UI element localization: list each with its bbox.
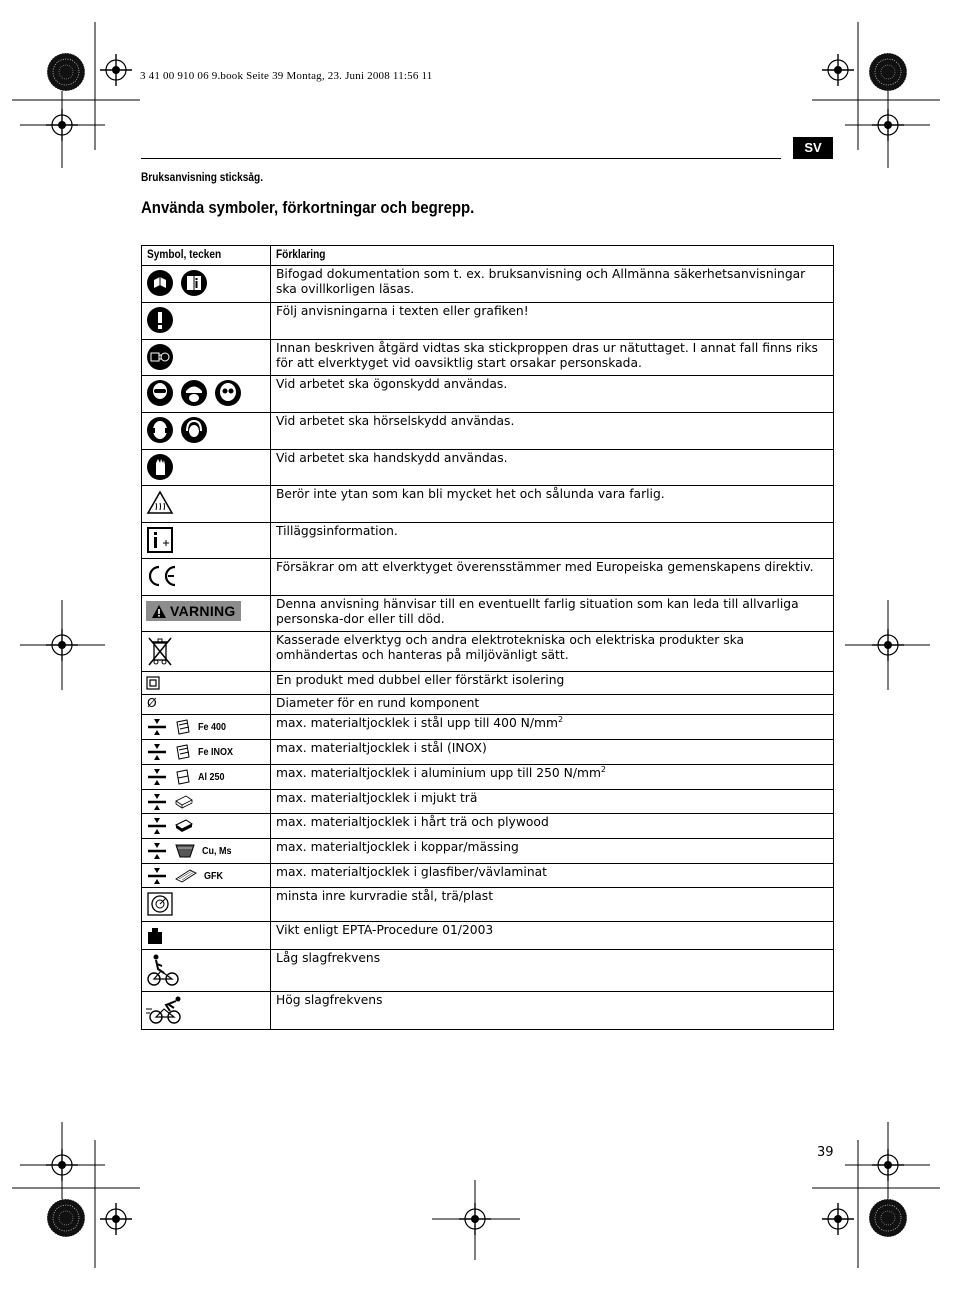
explanation-cell: Kasserade elverktyg och andra elektrotekniska och elektriska produkter ska omhändertas och hanteras på miljövänligt sätt. <box>271 632 834 672</box>
ear-plugs-icon <box>146 416 174 444</box>
document-subtitle: Bruksanvisning sticksåg. <box>141 172 264 184</box>
thickness-icon <box>146 817 168 835</box>
material-label: Fe 400 <box>198 721 227 733</box>
table-row <box>142 888 834 922</box>
language-badge: SV <box>793 137 833 159</box>
material-label: GFK <box>204 870 223 882</box>
safety-glasses-icon <box>214 379 242 407</box>
weee-bin-icon <box>146 635 174 667</box>
material-label: Fe INOX <box>198 746 234 758</box>
thickness-icon <box>146 842 168 860</box>
table-row <box>142 695 834 715</box>
table-row <box>142 340 834 376</box>
thickness-icon <box>146 793 168 811</box>
explanation-cell: max. materialtjocklek i koppar/mässing <box>271 839 834 864</box>
table-row <box>142 523 834 559</box>
goggles-icon <box>146 379 174 407</box>
table-row <box>142 376 834 413</box>
explanation-cell: Diameter för en rund komponent <box>271 695 834 715</box>
soft-wood-icon <box>174 793 194 811</box>
explanation-cell: minsta inre kurvradie stål, trä/plast <box>271 888 834 922</box>
table-row <box>142 839 834 864</box>
explanation-cell: Vid arbetet ska ögonskydd användas. <box>271 376 834 413</box>
manual-book-icon <box>180 269 208 297</box>
table-row <box>142 486 834 523</box>
explanation-cell: Hög slagfrekvens <box>271 992 834 1030</box>
explanation-cell: Bifogad dokumentation som t. ex. bruksanvisning och Allmänna säkerhetsanvisningar ska ovillkorligen läsas. <box>271 266 834 303</box>
thickness-icon <box>146 867 168 885</box>
curve-radius-icon <box>146 891 174 917</box>
header-rule <box>141 158 781 159</box>
explanation-cell: Vid arbetet ska hörselskydd användas. <box>271 413 834 450</box>
table-row <box>142 950 834 992</box>
ce-mark-icon <box>146 562 180 590</box>
gloves-icon <box>146 453 174 481</box>
explanation-cell: max. materialtjocklek i glasfiber/vävlaminat <box>271 864 834 888</box>
steel-icon <box>174 743 192 761</box>
symbols-table <box>141 245 834 1030</box>
material-label: Al 250 <box>198 771 225 783</box>
hard-wood-icon <box>174 817 194 835</box>
double-insulation-icon <box>146 676 160 690</box>
explanation-cell: max. materialtjocklek i mjukt trä <box>271 790 834 814</box>
explanation-cell: max. materialtjocklek i stål (INOX) <box>271 740 834 765</box>
read-manual-icon <box>146 269 174 297</box>
thickness-icon <box>146 768 168 786</box>
table-row <box>142 266 834 303</box>
warning-label-icon <box>146 601 241 621</box>
explanation-cell: max. materialtjocklek i hårt trä och plywood <box>271 814 834 839</box>
table-row <box>142 814 834 839</box>
explanation-cell: Innan beskriven åtgärd vidtas ska stickproppen dras ur nätuttaget. I annat fall finns riks för att elverktyget vid oavsiktlig start orsakar personskada. <box>271 340 834 376</box>
explanation-cell: Vid arbetet ska handskydd användas. <box>271 450 834 486</box>
table-row <box>142 450 834 486</box>
explanation-cell: Berör inte ytan som kan bli mycket het och sålunda vara farlig. <box>271 486 834 523</box>
warning-triangle-icon <box>151 604 167 619</box>
table-row <box>142 740 834 765</box>
table-row <box>142 559 834 596</box>
table-row <box>142 992 834 1030</box>
table-row <box>142 765 834 790</box>
print-header: 3 41 00 910 06 9.book Seite 39 Montag, 23. Juni 2008 11:56 11 <box>140 70 433 82</box>
fast-cyclist-icon <box>146 995 186 1025</box>
unplug-icon <box>146 343 174 371</box>
column-header-explanation: Förklaring <box>271 246 834 266</box>
table-row <box>142 672 834 695</box>
table-row <box>142 632 834 672</box>
table-row <box>142 303 834 340</box>
explanation-cell: En produkt med dubbel eller förstärkt isolering <box>271 672 834 695</box>
table-header-row <box>142 246 834 266</box>
explanation-cell: Denna anvisning hänvisar till en eventuellt farlig situation som kan leda till allvarliga personska-dor eller till död. <box>271 596 834 632</box>
explanation-cell: Tilläggsinformation. <box>271 523 834 559</box>
attention-icon <box>146 306 174 334</box>
page-title: Använda symboler, förkortningar och begrepp. <box>141 198 475 217</box>
table-row <box>142 596 834 632</box>
face-shield-icon <box>180 379 208 407</box>
explanation-cell: Försäkrar om att elverktyget överensstämmer med Europeiska gemenskapens direktiv. <box>271 559 834 596</box>
warning-badge-label: VARNING <box>170 603 236 619</box>
explanation-cell: Följ anvisningarna i texten eller grafiken! <box>271 303 834 340</box>
copper-icon <box>174 842 196 860</box>
table-row <box>142 864 834 888</box>
thickness-icon <box>146 743 168 761</box>
info-plus-icon <box>146 526 174 554</box>
table-row <box>142 790 834 814</box>
steel-icon <box>174 718 192 736</box>
fiberglass-icon <box>174 867 198 885</box>
explanation-cell: Vikt enligt EPTA-Procedure 01/2003 <box>271 922 834 950</box>
thickness-icon <box>146 718 168 736</box>
ear-muffs-icon <box>180 416 208 444</box>
aluminium-icon <box>174 768 192 786</box>
column-header-symbol: Symbol, tecken <box>142 246 271 266</box>
explanation-cell: max. materialtjocklek i aluminium upp till 250 $N/mm^2$ <box>271 765 834 790</box>
table-row <box>142 413 834 450</box>
weight-icon <box>146 925 164 945</box>
explanation-cell: max. materialtjocklek i stål upp till 400 $N/mm^2$ <box>271 715 834 740</box>
hot-surface-icon <box>146 489 174 517</box>
page-number: 39 <box>817 1145 834 1160</box>
slow-cyclist-icon <box>146 953 180 987</box>
explanation-cell: Låg slagfrekvens <box>271 950 834 992</box>
diameter-icon: Ø <box>147 696 157 710</box>
table-row <box>142 715 834 740</box>
table-row <box>142 922 834 950</box>
material-label: Cu, Ms <box>202 845 232 857</box>
